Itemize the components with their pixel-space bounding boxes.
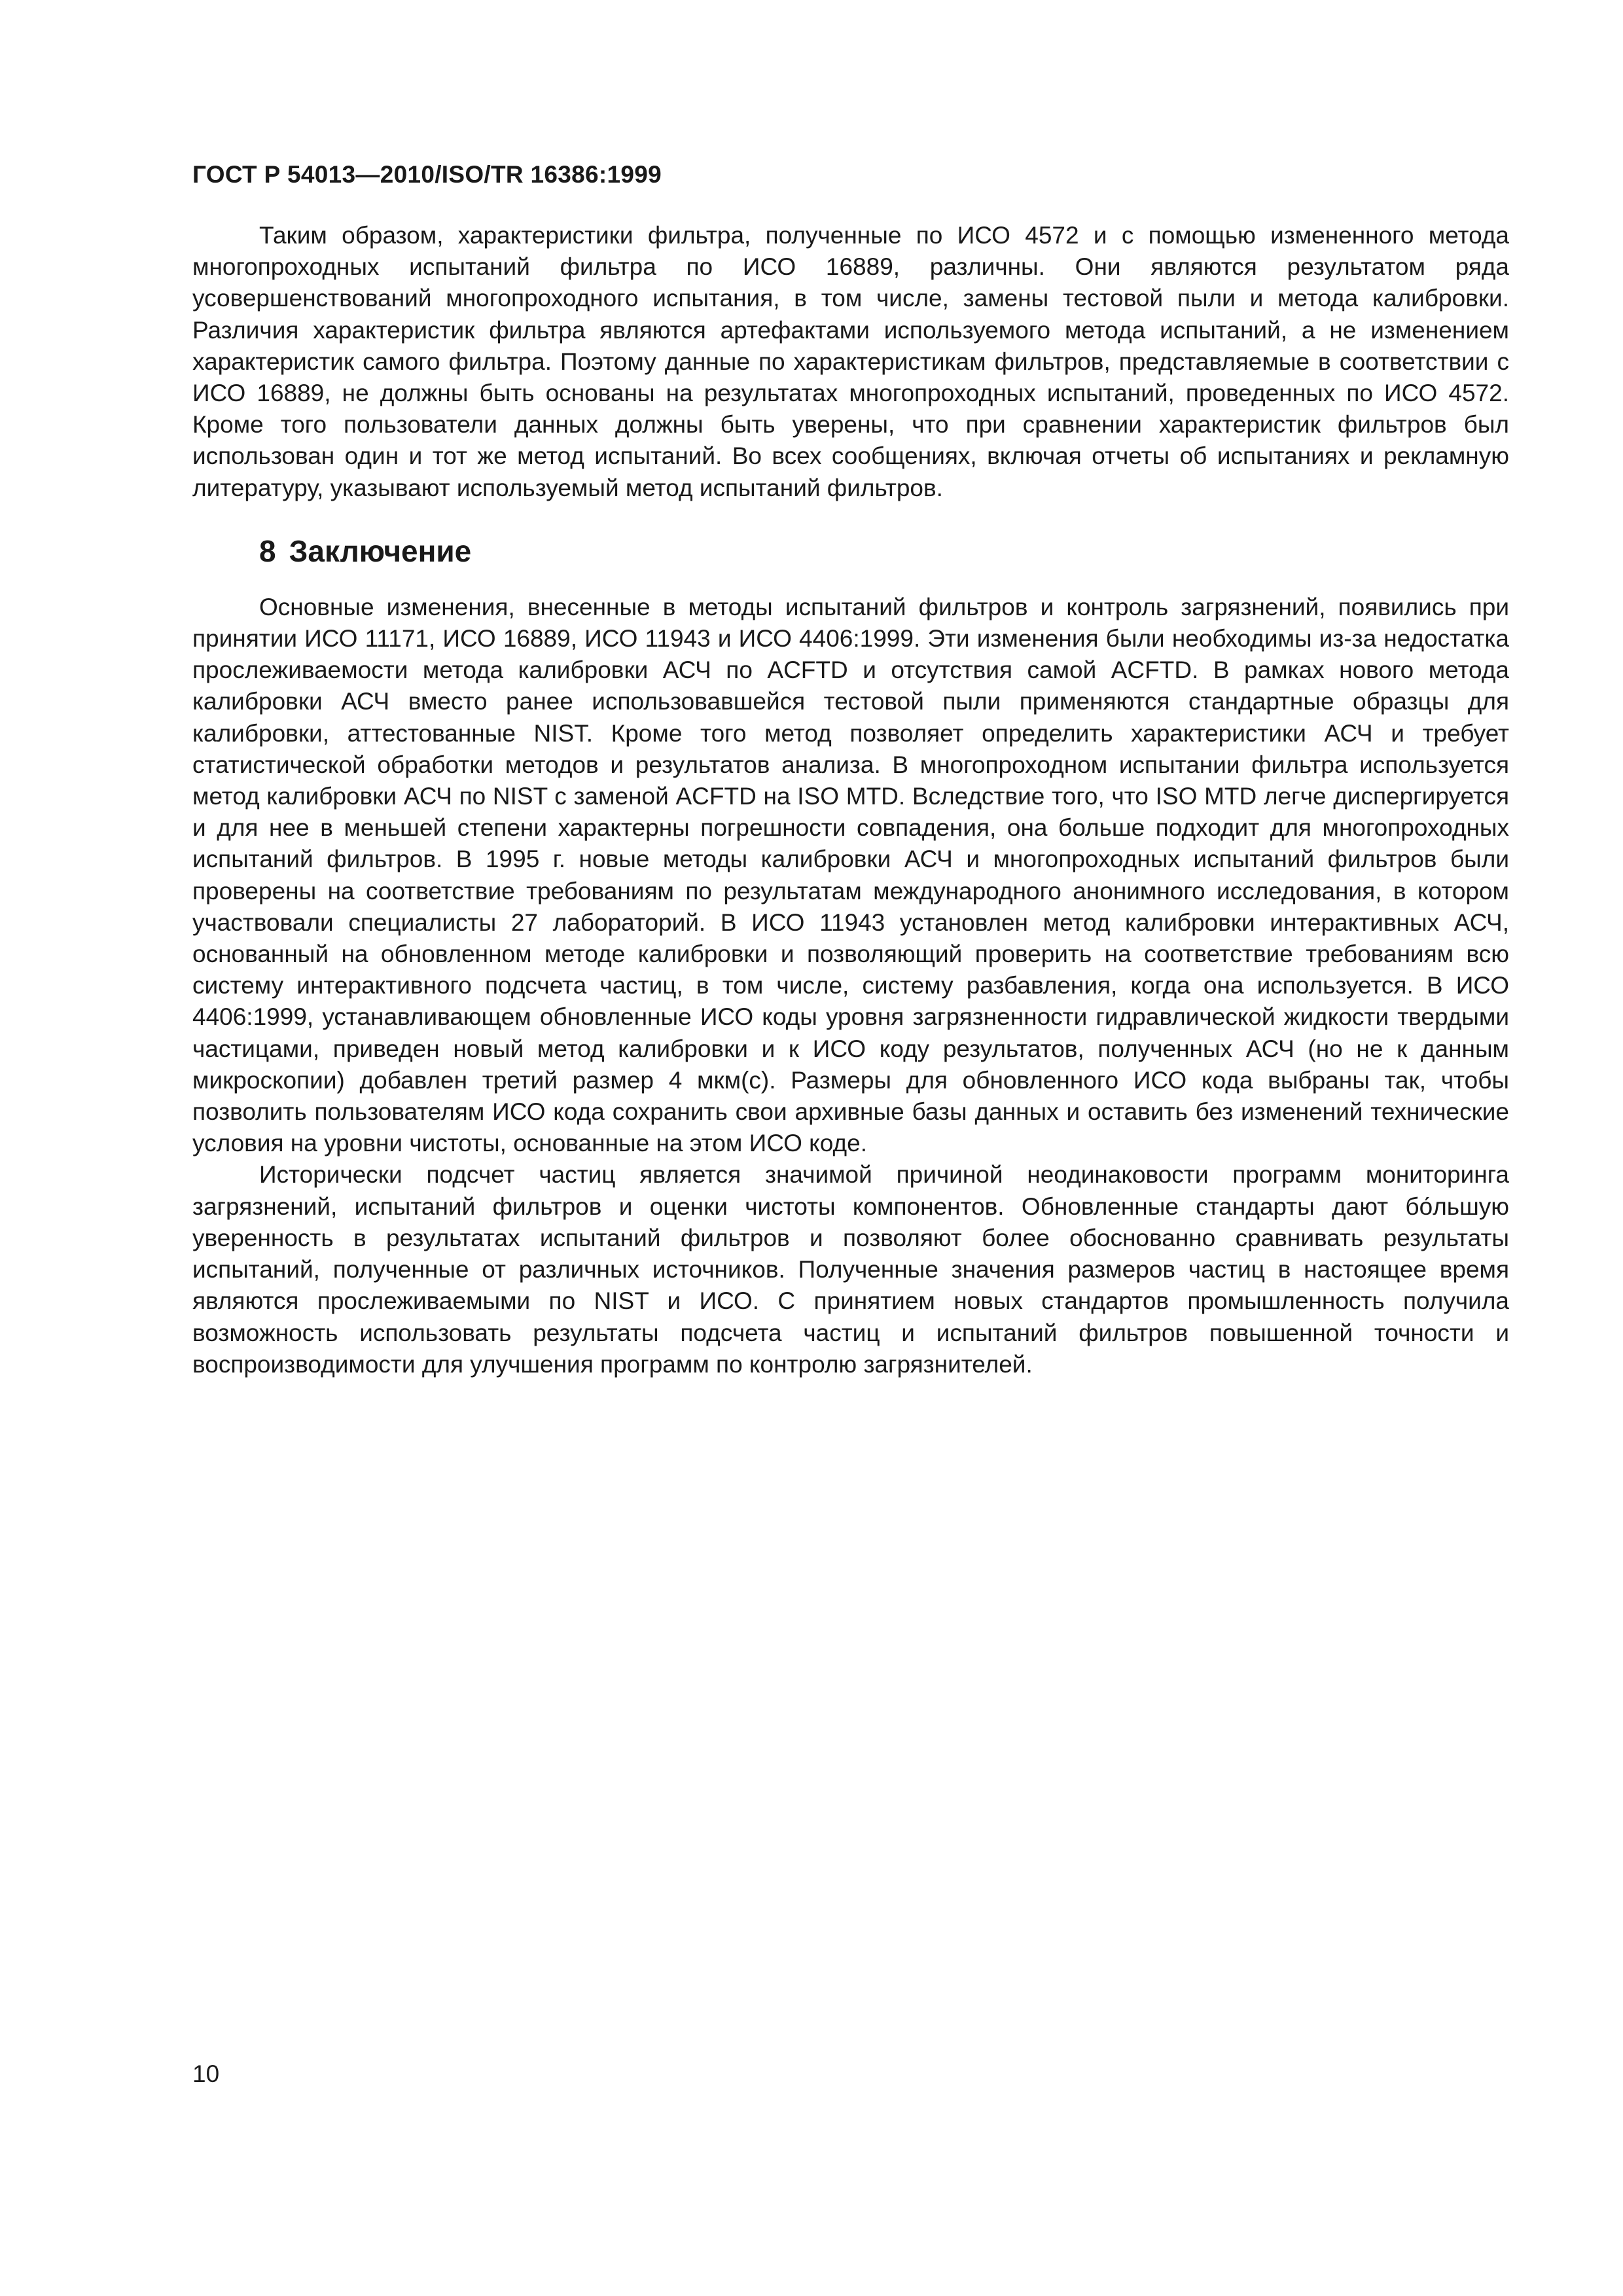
intro-paragraph: Таким образом, характеристики фильтра, полученные по ИСО 4572 и с помощью измененного метода многопроходных испытаний фильтра по ИСО 16889, различны. Они являются результатом ряда усовершенствований многопроходного испытания, в том числе, замены тестовой пыли и метода калибровки. Различия характеристик фильтра являются артефактами используемого метода испытаний, а не изменением характеристик самого фильтра. Поэтому данные по характеристикам фильтров, представляемые в соответствии с ИСО 16889, не должны быть основаны на результатах многопроходных испытаний, проведенных по ИСО 4572. Кроме того пользователи данных должны быть уверены, что при сравнении характеристик фильтров был использован один и тот же метод испытаний. Во всех сообщениях, включая отчеты об испытаниях и рекламную литературу, указывают используемый метод испытаний фильтров.	[192, 222, 1509, 501]
body-paragraph-1: Основные изменения, внесенные в методы испытаний фильтров и контроль загрязнений, появились при принятии ИСО 11171, ИСО 16889, ИСО 11943 и ИСО 4406:1999. Эти изменения были необходимы из-за недостатка прослеживаемости метода калибровки АСЧ по ACFTD и отсутствия самой ACFTD. В рамках нового метода калибровки АСЧ вместо ранее использовавшейся тестовой пыли применяются стандартные образцы для калибровки, аттестованные NIST. Кроме того метод позволяет определить характеристики АСЧ и требует статистической обработки методов и результатов анализа. В многопроходном испытании фильтра используется метод калибровки АСЧ по NIST с заменой ACFTD на ISO MTD. Вследствие того, что ISO MTD легче диспергируется и для нее в меньшей степени характерны погрешности совпадения, она больше подходит для многопроходных испытаний фильтров. В 1995 г. новые методы калибровки АСЧ и многопроходных испытаний фильтров были проверены на соответствие требованиям по результатам международного анонимного исследования, в котором участвовали специалисты 27 лабораторий. В ИСО 11943 установлен метод калибровки интерактивных АСЧ, основанный на обновленном методе калибровки и позволяющий проверить на соответствие требованиям всю систему интерактивного подсчета частиц, в том числе, систему разбавления, когда она используется. В ИСО 4406:1999, устанавливающем обновленные ИСО коды уровня загрязненности гидравлической жидкости твердыми частицами, приведен новый метод калибровки и к ИСО коду результатов, полученных АСЧ (но не к данным микроскопии) добавлен третий размер 4 мкм(с). Размеры для обновленного ИСО кода выбраны так, чтобы позволить пользователям ИСО кода сохранить свои архивные базы данных и оставить без изменений технические условия на уровни чистоты, основанные на этом ИСО коде.	[192, 593, 1509, 1157]
section-heading	[259, 533, 1509, 569]
document-body	[192, 220, 1509, 1380]
section-number: 8	[259, 533, 276, 568]
document-header: ГОСТ Р 54013—2010/ISO/TR 16386:1999	[192, 161, 662, 188]
body-paragraph-2: Исторически подсчет частиц является значимой причиной неодинаковости программ мониторинга загрязнений, испытаний фильтров и оценки чистоты компонентов. Обновленные стандарты дают бо́льшую уверенность в результатах испытаний фильтров и позволяют более обоснованно сравнивать результаты испытаний, полученные от различных источников. Полученные значения размеров частиц в настоящее время являются прослеживаемыми по NIST и ИСО. С принятием новых стандартов промышленность получила возможность использовать результаты подсчета частиц и испытаний фильтров повышенной точности и воспроизводимости для улучшения программ по контролю загрязнителей.	[192, 1161, 1509, 1378]
page-number: 10	[192, 2060, 220, 2087]
section-title: Заключение	[289, 533, 472, 568]
